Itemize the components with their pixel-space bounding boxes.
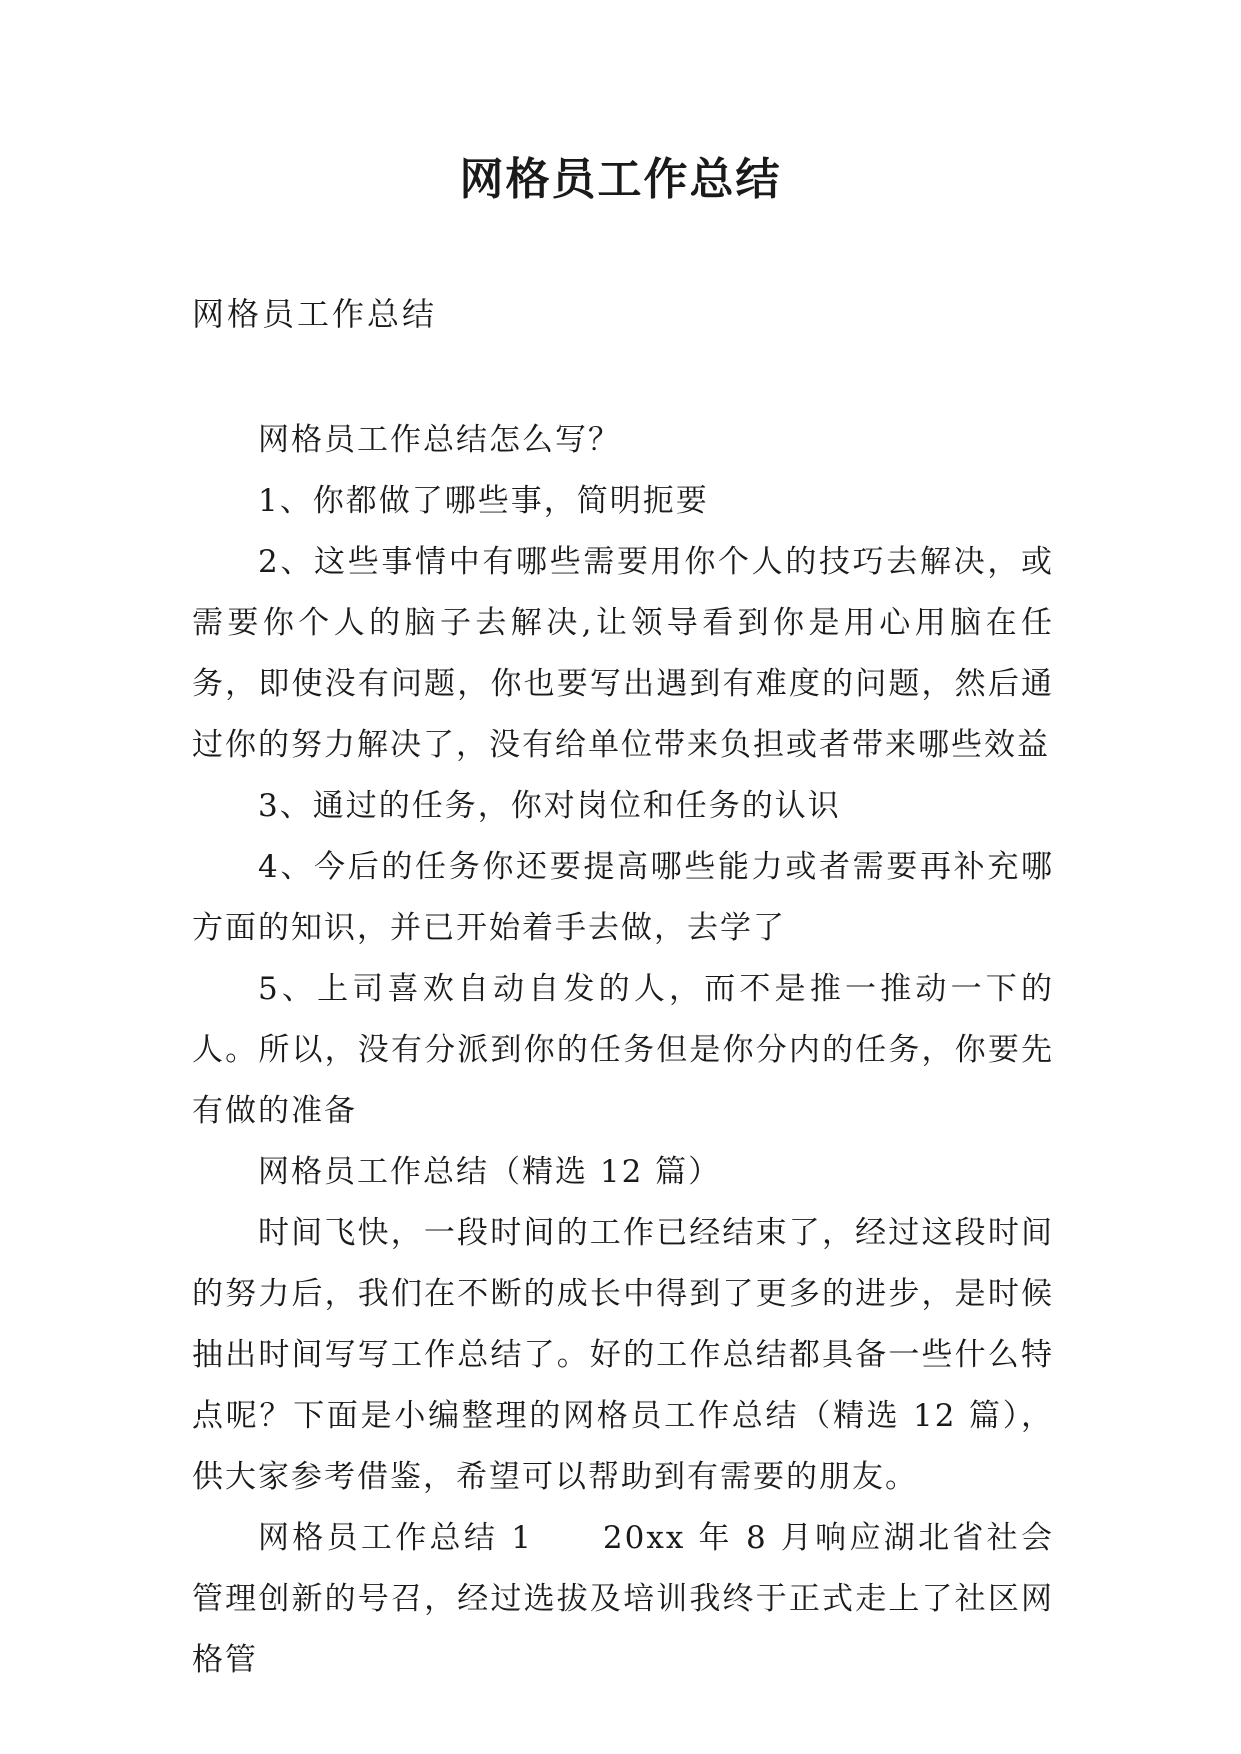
- paragraph-section-heading: 网格员工作总结（精选 12 篇）: [258, 1154, 722, 1190]
- document-subtitle: 网格员工作总结: [192, 295, 438, 333]
- paragraph-point-3: 3、通过的任务，你对岗位和任务的认识: [258, 788, 841, 824]
- paragraph-how-to-write: 网格员工作总结怎么写？: [258, 422, 621, 458]
- paragraph-point-5: 5、上司喜欢自动自发的人，而不是推一推动一下的人。所以，没有分派到你的任务但是你分内的任务，你要先有做的准备: [192, 971, 1054, 1129]
- document-body: [192, 410, 1054, 1691]
- document-title: 网格员工作总结: [459, 154, 782, 205]
- paragraph-point-4: 4、今后的任务你还要提高哪些能力或者需要再补充哪方面的知识，并已开始着手去做，去学了: [192, 849, 1054, 946]
- paragraph-summary-1: 网格员工作总结 1 20xx 年 8 月响应湖北省社会管理创新的号召，经过选拔及培训我终于正式走上了社区网格管: [192, 1520, 1054, 1678]
- paragraph-intro: 时间飞快，一段时间的工作已经结束了，经过这段时间的努力后，我们在不断的成长中得到了更多的进步，是时候抽出时间写写工作总结了。好的工作总结都具备一些什么特点呢？下面是小编整理的网格员工作总结（精选 12 篇），供大家参考借鉴，希望可以帮助到有需要的朋友。: [192, 1215, 1054, 1495]
- paragraph-point-2: 2、这些事情中有哪些需要用你个人的技巧去解决，或需要你个人的脑子去解决,让领导看到你是用心用脑在任务，即使没有问题，你也要写出遇到有难度的问题，然后通过你的努力解决了，没有给单位带来负担或者带来哪些效益: [192, 544, 1054, 763]
- paragraph-point-1: 1、你都做了哪些事，简明扼要: [258, 483, 709, 519]
